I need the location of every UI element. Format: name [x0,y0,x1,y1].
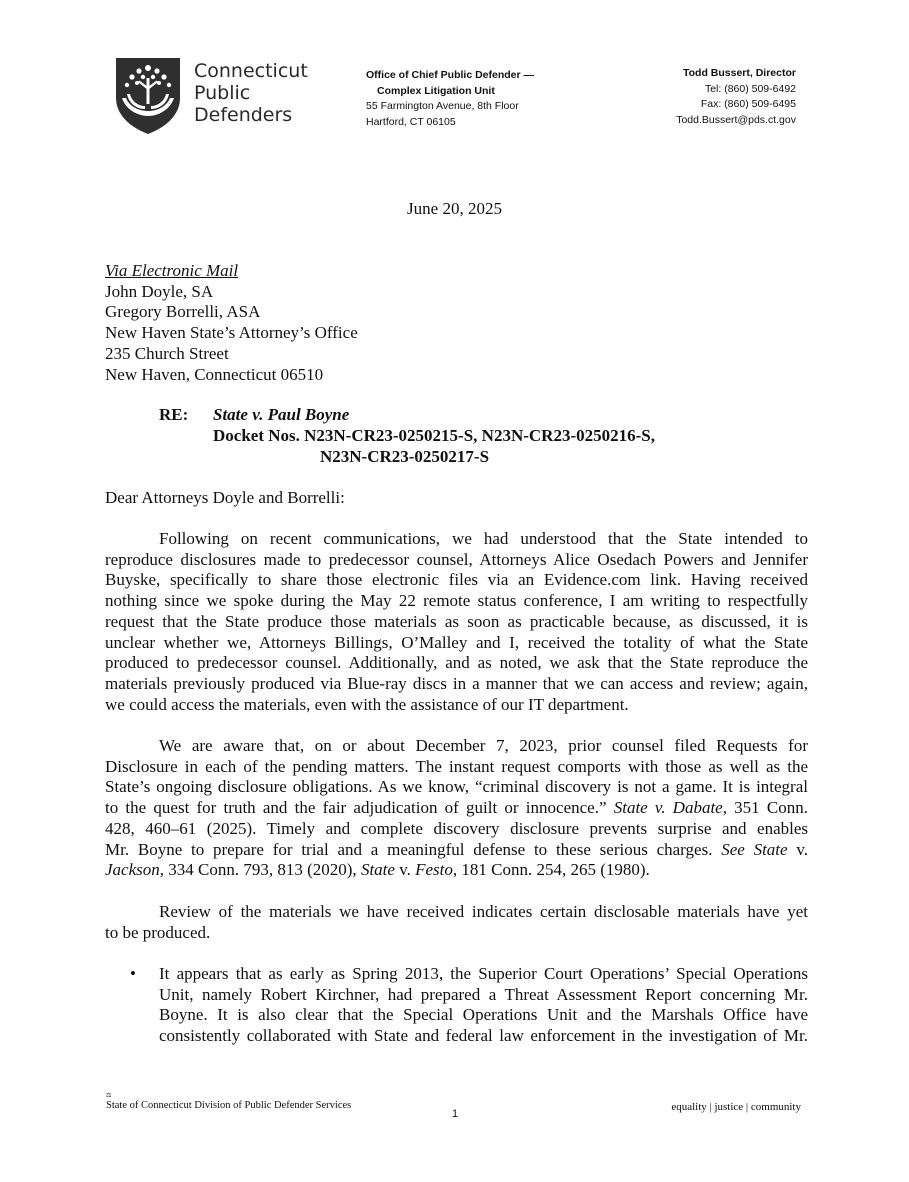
recipient-line: Gregory Borrelli, ASA [105,302,261,322]
paragraph-line: to be produced. [105,922,211,942]
director-name: Todd Bussert, Director [683,67,796,79]
office-city: Hartford, CT 06105 [366,115,456,128]
paragraph-line: We are aware that, on or about December 7, 2023, prior counsel filed Requests for [159,736,808,755]
org-name-line: Connecticut [194,60,308,82]
paragraph-line [105,840,808,861]
org-name-line: Defenders [194,104,293,126]
org-name-line: Public [194,82,251,104]
text-run: , 181 Conn. 254, 265 (1980). [452,860,650,880]
paragraph-line: we could access the materials, even with the assistance of our IT department. [105,694,629,714]
case-citation: State [360,860,395,880]
director-email[interactable]: Todd.Bussert@pds.ct.gov [676,113,796,126]
text-run: , 334 Conn. 793, 813 (2020), [159,860,361,880]
text-run: v. [787,839,808,859]
recipient-block [105,261,358,385]
paragraph-line [105,798,808,819]
salutation: Dear Attorneys Doyle and Borrelli: [105,488,345,507]
body-paragraph [105,736,808,881]
case-citation: Jackson [105,860,160,880]
recipient-line: New Haven, Connecticut 06510 [105,364,324,384]
footer-division [106,1093,352,1111]
letter-date: June 20, 2025 [407,199,502,218]
delivery-method: Via Electronic Mail [105,261,239,280]
re-case-title: State v. Paul Boyne [213,405,350,424]
re-docket-line: Docket Nos. N23N-CR23-0250215-S, N23N-CR23-0250216-S, [213,426,655,445]
director-tel: Tel: (860) 509-6492 [704,82,796,95]
paragraph-line: consistently collaborated with State and federal law enforcement in the investigation of Mr. [159,1026,808,1046]
text-run: to the quest for truth and the fair adjudication of guilt or innocence.” [105,798,614,818]
scales-icon: ⚖ [106,1093,112,1099]
paragraph-line: Review of the materials we have received indicates certain disclosable materials have yet [159,902,808,921]
director-fax: Fax: (860) 509-6495 [700,98,796,110]
case-citation: See State [721,839,788,859]
paragraph-line: Buyske, specifically to share those electronic files via an Evidence.com link. Having received [105,570,808,590]
body-paragraph [105,529,808,715]
page-number: 1 [452,1108,459,1120]
recipient-line: 235 Church Street [105,343,229,363]
recipient-line: John Doyle, SA [105,281,214,301]
paragraph-line: Disclosure in each of the pending matters. The instant request comports with those as well as the [105,756,808,776]
text-run: Mr. Boyne to prepare for trial and a meaningful defense to these serious charges. [105,839,722,859]
paragraph-line: unclear whether we, Attorneys Billings, O’Malley and I, received the totality of what the State [105,632,808,652]
office-street: 55 Farmington Avenue, 8th Floor [366,100,519,112]
paragraph-line: reproduce disclosures made to predecessor counsel, Attorneys Alice Osedach Powers and Jennifer [105,549,808,569]
paragraph-line: nothing since we spoke during the May 22 remote status conference, I am writing to respectfully [105,591,808,611]
paragraph-line: State’s ongoing disclosure obligations. As we know, “criminal discovery is not a game. It is integral [105,777,808,797]
office-address [366,68,534,130]
paragraph-line: materials previously produced via Blue-ray discs in a manner that we can access and review; again, [105,673,808,693]
org-name [194,60,308,126]
case-citation: State v. Dabate [613,798,723,818]
office-unit: Complex Litigation Unit [377,84,495,97]
tree-hands-shield-icon [112,54,184,136]
case-citation: Festo [415,860,453,880]
footer-division-text: State of Connecticut Division of Public Defender Services [106,1100,352,1111]
paragraph-line: request that the State produce those materials as soon as practicable because, as discussed, it is [105,611,808,631]
paragraph-line: Unit, namely Robert Kirchner, had prepared a Threat Assessment Report concerning Mr. [159,984,808,1004]
paragraph-line: Boyne. It is also clear that the Special Operations Unit and the Marshals Office have [159,1005,808,1025]
text-run: v. [394,860,416,880]
paragraph-line: produced to predecessor counsel. Additionally, and as noted, we ask that the State reproduce the [105,653,808,673]
recipient-line: New Haven State’s Attorney’s Office [105,323,358,343]
paragraph-line: 428, 460–61 (2025). Timely and complete discovery disclosure prevents surprise and enables [105,818,808,838]
re-docket-line: N23N-CR23-0250217-S [320,447,490,466]
bullet-paragraph [159,964,808,1047]
director-contact [676,66,796,128]
paragraph-line: Following on recent communications, we had understood that the State intended to [159,529,808,548]
re-label: RE: [159,405,189,424]
text-run: , 351 Conn. [722,798,808,818]
paragraph-line [105,860,808,881]
bullet-icon: • [130,964,136,983]
footer-tagline: equality | justice | community [671,1101,801,1113]
body-paragraph [105,902,808,943]
paragraph-line: It appears that as early as Spring 2013, the Superior Court Operations’ Special Operations [159,964,808,983]
office-name: Office of Chief Public Defender — [366,69,535,81]
